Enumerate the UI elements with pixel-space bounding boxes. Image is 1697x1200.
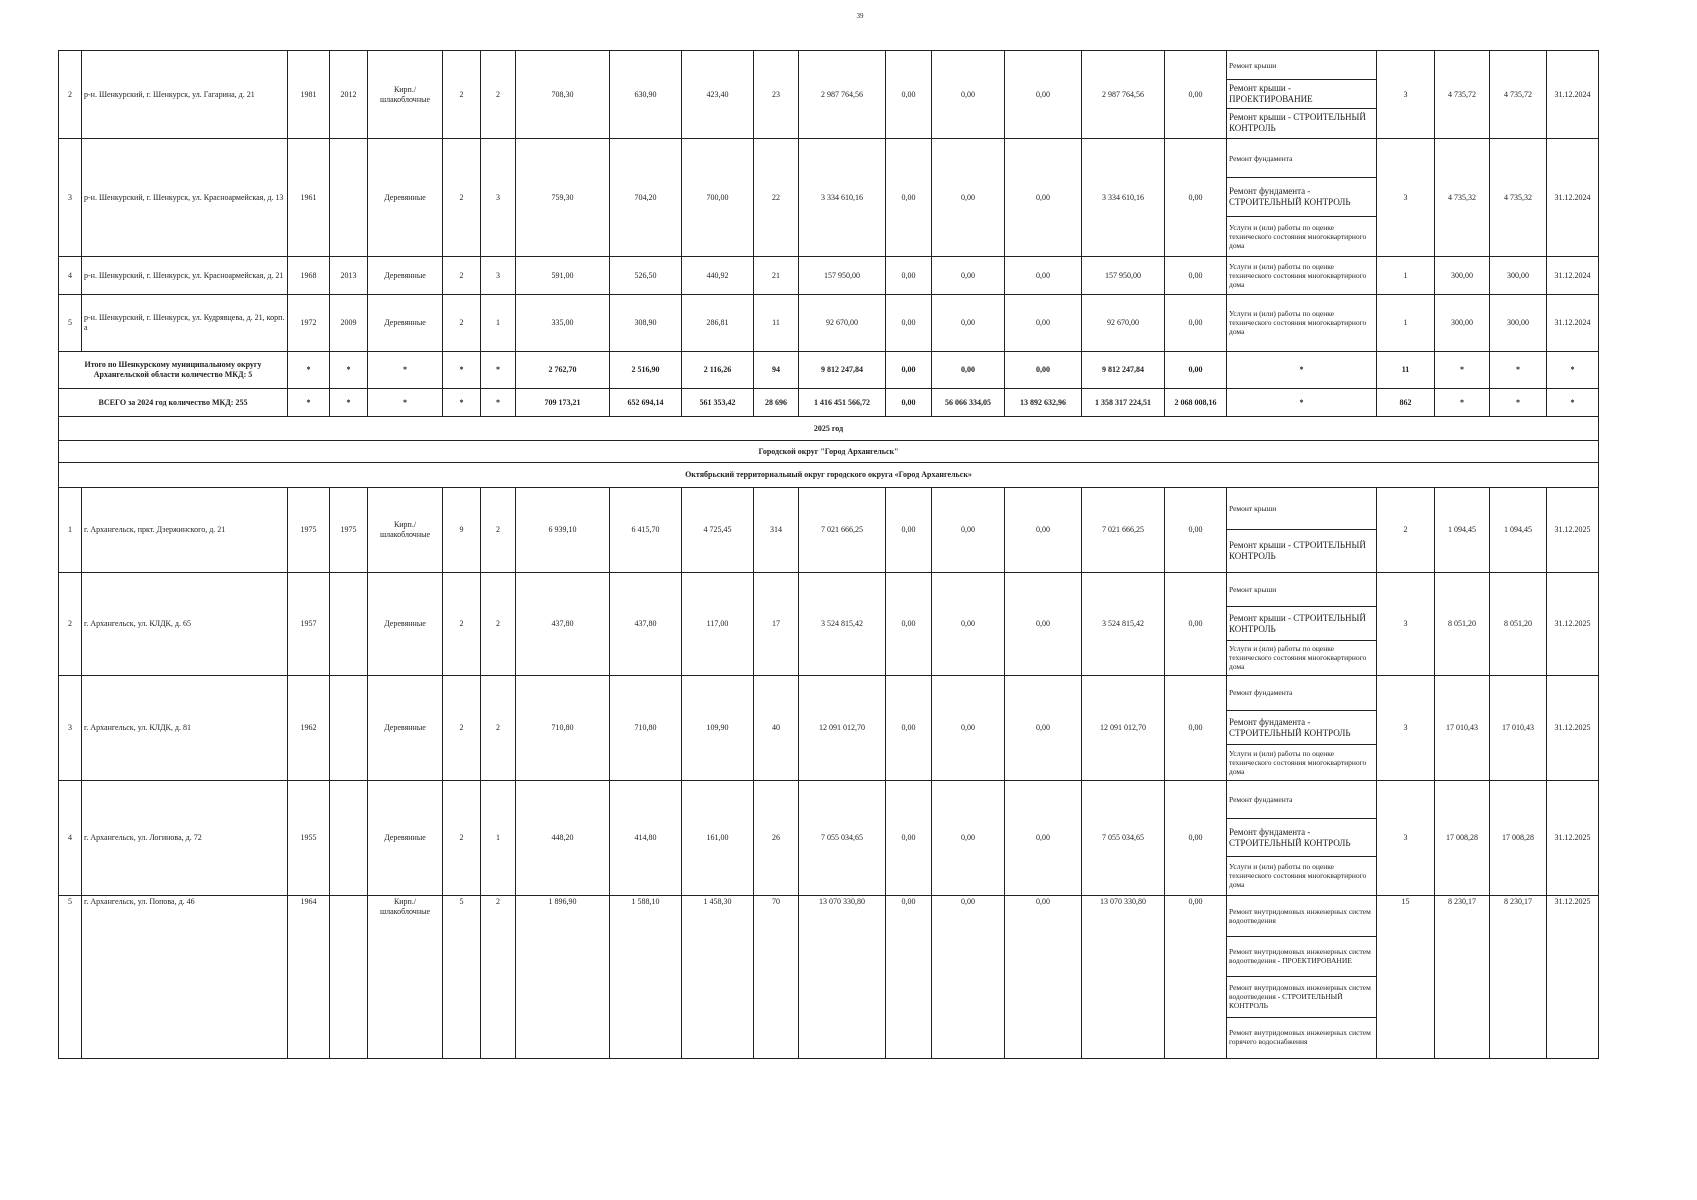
cost-total: 3 524 815,42 bbox=[799, 573, 886, 676]
cost-total: 1 416 451 566,72 bbox=[799, 389, 886, 417]
table-row bbox=[59, 257, 1599, 295]
total-row bbox=[59, 389, 1599, 417]
floors: 9 bbox=[443, 488, 481, 573]
cost-other: 0,00 bbox=[1165, 352, 1227, 389]
wall-material: * bbox=[368, 389, 443, 417]
row-number: 5 bbox=[59, 896, 82, 1059]
entrances: 2 bbox=[481, 573, 516, 676]
entrances: 3 bbox=[481, 139, 516, 257]
work-list bbox=[1227, 139, 1377, 257]
cost-regional: 0,00 bbox=[932, 139, 1005, 257]
cost-total: 12 091 012,70 bbox=[799, 676, 886, 781]
residents: 314 bbox=[754, 488, 799, 573]
max-unit-cost: 8 051,20 bbox=[1490, 573, 1547, 676]
total-area: 1 896,90 bbox=[516, 896, 610, 1059]
work-item: Ремонт фундамента bbox=[1229, 688, 1293, 698]
total-row bbox=[59, 352, 1599, 389]
overhaul-year: 1975 bbox=[330, 488, 368, 573]
unit-cost: 17 010,43 bbox=[1435, 676, 1490, 781]
commission-year: 1957 bbox=[288, 573, 330, 676]
overhaul-year bbox=[330, 781, 368, 896]
address: г. Архангельск, ул. Попова, д. 46 bbox=[82, 896, 288, 1059]
work-list-items bbox=[1227, 51, 1376, 137]
work-item: Ремонт фундамента - СТРОИТЕЛЬНЫЙ КОНТРОЛЬ bbox=[1227, 710, 1376, 745]
wall-material: Деревянные bbox=[368, 573, 443, 676]
cost-regional: 0,00 bbox=[932, 257, 1005, 295]
residents: 40 bbox=[754, 676, 799, 781]
commission-year: * bbox=[288, 352, 330, 389]
cost-federal: 0,00 bbox=[886, 257, 932, 295]
overhaul-year: 2013 bbox=[330, 257, 368, 295]
cost-federal: 0,00 bbox=[886, 781, 932, 896]
commission-year: 1962 bbox=[288, 676, 330, 781]
work-list bbox=[1227, 676, 1377, 781]
completion-date: 31.12.2025 bbox=[1547, 488, 1599, 573]
premises-area: 526,50 bbox=[610, 257, 682, 295]
cost-other: 0,00 bbox=[1165, 139, 1227, 257]
premises-area: 1 588,10 bbox=[610, 896, 682, 1059]
row-number: 2 bbox=[59, 573, 82, 676]
cost-local: 0,00 bbox=[1005, 781, 1082, 896]
address: р-н. Шенкурский, г. Шенкурск, ул. Красноармейская, д. 13 bbox=[82, 139, 288, 257]
cost-total: 92 670,00 bbox=[799, 295, 886, 352]
overhaul-year bbox=[330, 139, 368, 257]
overhaul-year bbox=[330, 573, 368, 676]
commission-year: 1972 bbox=[288, 295, 330, 352]
floors: * bbox=[443, 389, 481, 417]
row-number: 2 bbox=[59, 51, 82, 139]
work-item: Услуги и (или) работы по оценке технического состояния многоквартирного дома bbox=[1227, 216, 1376, 255]
work-list bbox=[1227, 51, 1377, 139]
work-item: Ремонт крыши - СТРОИТЕЛЬНЫЙ КОНТРОЛЬ bbox=[1227, 606, 1376, 640]
wall-material: Деревянные bbox=[368, 676, 443, 781]
unit-cost: 17 008,28 bbox=[1435, 781, 1490, 896]
entrances: 2 bbox=[481, 488, 516, 573]
completion-date: 31.12.2024 bbox=[1547, 295, 1599, 352]
cost-regional: 0,00 bbox=[932, 781, 1005, 896]
floors: 2 bbox=[443, 139, 481, 257]
premises-area: 308,90 bbox=[610, 295, 682, 352]
cost-other: 0,00 bbox=[1165, 781, 1227, 896]
section-heading-row bbox=[59, 441, 1599, 463]
address: г. Архангельск, ул. КЛДК, д. 81 bbox=[82, 676, 288, 781]
max-unit-cost: 17 010,43 bbox=[1490, 676, 1547, 781]
work-item: Ремонт крыши - СТРОИТЕЛЬНЫЙ КОНТРОЛЬ bbox=[1227, 529, 1376, 571]
work-list-items bbox=[1227, 139, 1376, 255]
work-item: Ремонт фундамента bbox=[1229, 153, 1293, 163]
cost-owners: 7 021 666,25 bbox=[1082, 488, 1165, 573]
cost-local: 0,00 bbox=[1005, 295, 1082, 352]
residential-area: 2 116,26 bbox=[682, 352, 754, 389]
cost-regional: 0,00 bbox=[932, 352, 1005, 389]
row-number: 3 bbox=[59, 676, 82, 781]
work-item: Ремонт внутридомовых инженерных систем горячего водоснабжения bbox=[1227, 1017, 1376, 1058]
total-area: 710,80 bbox=[516, 676, 610, 781]
overhaul-year bbox=[330, 896, 368, 1059]
work-list-items bbox=[1227, 295, 1376, 350]
cost-local: 0,00 bbox=[1005, 139, 1082, 257]
entrances: * bbox=[481, 389, 516, 417]
unit-cost: * bbox=[1435, 352, 1490, 389]
cost-federal: 0,00 bbox=[886, 676, 932, 781]
residential-area: 561 353,42 bbox=[682, 389, 754, 417]
residents: 94 bbox=[754, 352, 799, 389]
cost-owners: 7 055 034,65 bbox=[1082, 781, 1165, 896]
table-row bbox=[59, 488, 1599, 573]
total-area: 6 939,10 bbox=[516, 488, 610, 573]
entrances: 3 bbox=[481, 257, 516, 295]
work-count: 3 bbox=[1377, 51, 1435, 139]
premises-area: 2 516,90 bbox=[610, 352, 682, 389]
wall-material: Кирп./ шлакоблочные bbox=[368, 51, 443, 139]
residential-area: 117,00 bbox=[682, 573, 754, 676]
cost-federal: 0,00 bbox=[886, 389, 932, 417]
work-list bbox=[1227, 488, 1377, 573]
cost-federal: 0,00 bbox=[886, 139, 932, 257]
cost-total: 157 950,00 bbox=[799, 257, 886, 295]
cost-owners: 3 334 610,16 bbox=[1082, 139, 1165, 257]
max-unit-cost: 4 735,32 bbox=[1490, 139, 1547, 257]
overhaul-year: * bbox=[330, 389, 368, 417]
premises-area: 630,90 bbox=[610, 51, 682, 139]
cost-other: 2 068 008,16 bbox=[1165, 389, 1227, 417]
entrances: 2 bbox=[481, 896, 516, 1059]
cost-total: 13 070 330,80 bbox=[799, 896, 886, 1059]
cost-federal: 0,00 bbox=[886, 488, 932, 573]
wall-material: Деревянные bbox=[368, 781, 443, 896]
wall-material: Кирп./ шлакоблочные bbox=[368, 488, 443, 573]
completion-date: 31.12.2024 bbox=[1547, 51, 1599, 139]
table-row bbox=[59, 139, 1599, 257]
premises-area: 710,80 bbox=[610, 676, 682, 781]
cost-regional: 0,00 bbox=[932, 488, 1005, 573]
residential-area: 1 458,30 bbox=[682, 896, 754, 1059]
work-item: Услуги и (или) работы по оценке технического состояния многоквартирного дома bbox=[1227, 640, 1376, 674]
floors: 2 bbox=[443, 676, 481, 781]
work-item: Ремонт крыши - ПРОЕКТИРОВАНИЕ bbox=[1227, 79, 1376, 108]
total-area: 759,30 bbox=[516, 139, 610, 257]
unit-cost: * bbox=[1435, 389, 1490, 417]
work-list bbox=[1227, 781, 1377, 896]
cost-total: 7 021 666,25 bbox=[799, 488, 886, 573]
max-unit-cost: 17 008,28 bbox=[1490, 781, 1547, 896]
cost-regional: 0,00 bbox=[932, 295, 1005, 352]
residential-area: 4 725,45 bbox=[682, 488, 754, 573]
wall-material: Деревянные bbox=[368, 257, 443, 295]
floors: * bbox=[443, 352, 481, 389]
cost-other: 0,00 bbox=[1165, 573, 1227, 676]
floors: 2 bbox=[443, 781, 481, 896]
total-label: Итого по Шенкурскому муниципальному округу Архангельской области количество МКД: 5 bbox=[59, 352, 288, 389]
cost-owners: 13 070 330,80 bbox=[1082, 896, 1165, 1059]
commission-year: 1981 bbox=[288, 51, 330, 139]
commission-year: 1964 bbox=[288, 896, 330, 1059]
capital-repair-table bbox=[58, 50, 1599, 1059]
work-list-items bbox=[1227, 896, 1376, 1057]
row-number: 1 bbox=[59, 488, 82, 573]
cost-local: 0,00 bbox=[1005, 573, 1082, 676]
floors: 2 bbox=[443, 51, 481, 139]
cost-other: 0,00 bbox=[1165, 896, 1227, 1059]
overhaul-year bbox=[330, 676, 368, 781]
cost-other: 0,00 bbox=[1165, 488, 1227, 573]
unit-cost: 4 735,72 bbox=[1435, 51, 1490, 139]
residential-area: 423,40 bbox=[682, 51, 754, 139]
address: г. Архангельск, ул. КЛДК, д. 65 bbox=[82, 573, 288, 676]
commission-year: 1975 bbox=[288, 488, 330, 573]
residents: 17 bbox=[754, 573, 799, 676]
section-heading-row bbox=[59, 417, 1599, 441]
wall-material: Деревянные bbox=[368, 295, 443, 352]
work-item: Ремонт внутридомовых инженерных систем водоотведения bbox=[1229, 906, 1371, 925]
table-row bbox=[59, 573, 1599, 676]
work-list-items bbox=[1227, 488, 1376, 571]
work-type: * bbox=[1227, 389, 1377, 417]
cost-regional: 0,00 bbox=[932, 676, 1005, 781]
total-area: 708,30 bbox=[516, 51, 610, 139]
floors: 2 bbox=[443, 257, 481, 295]
residents: 21 bbox=[754, 257, 799, 295]
cost-total: 7 055 034,65 bbox=[799, 781, 886, 896]
work-item: Ремонт крыши bbox=[1229, 60, 1277, 70]
commission-year: 1961 bbox=[288, 139, 330, 257]
table-row bbox=[59, 676, 1599, 781]
entrances: * bbox=[481, 352, 516, 389]
work-list-items bbox=[1227, 573, 1376, 674]
cost-local: 0,00 bbox=[1005, 896, 1082, 1059]
address: г. Архангельск, пркт. Дзержинского, д. 21 bbox=[82, 488, 288, 573]
cost-local: 0,00 bbox=[1005, 488, 1082, 573]
cost-local: 0,00 bbox=[1005, 352, 1082, 389]
address: р-н. Шенкурский, г. Шенкурск, ул. Красноармейская, д. 21 bbox=[82, 257, 288, 295]
total-area: 709 173,21 bbox=[516, 389, 610, 417]
unit-cost: 8 230,17 bbox=[1435, 896, 1490, 1059]
cost-total: 9 812 247,84 bbox=[799, 352, 886, 389]
cost-regional: 0,00 bbox=[932, 896, 1005, 1059]
work-item: Ремонт крыши - СТРОИТЕЛЬНЫЙ КОНТРОЛЬ bbox=[1227, 108, 1376, 137]
address: г. Архангельск, ул. Логинова, д. 72 bbox=[82, 781, 288, 896]
table-row bbox=[59, 781, 1599, 896]
work-list-items bbox=[1227, 676, 1376, 779]
wall-material: Кирп./ шлакоблочные bbox=[368, 896, 443, 1059]
total-area: 335,00 bbox=[516, 295, 610, 352]
floors: 2 bbox=[443, 295, 481, 352]
cost-federal: 0,00 bbox=[886, 896, 932, 1059]
completion-date: 31.12.2024 bbox=[1547, 139, 1599, 257]
work-count: 1 bbox=[1377, 257, 1435, 295]
floors: 5 bbox=[443, 896, 481, 1059]
cost-other: 0,00 bbox=[1165, 51, 1227, 139]
unit-cost: 300,00 bbox=[1435, 295, 1490, 352]
cost-regional: 0,00 bbox=[932, 51, 1005, 139]
section-heading: 2025 год bbox=[59, 417, 1599, 441]
cost-other: 0,00 bbox=[1165, 295, 1227, 352]
commission-year: 1955 bbox=[288, 781, 330, 896]
completion-date: 31.12.2025 bbox=[1547, 676, 1599, 781]
max-unit-cost: 1 094,45 bbox=[1490, 488, 1547, 573]
residential-area: 440,92 bbox=[682, 257, 754, 295]
work-list bbox=[1227, 295, 1377, 352]
cost-total: 2 987 764,56 bbox=[799, 51, 886, 139]
work-item: Услуги и (или) работы по оценке технического состояния многоквартирного дома bbox=[1229, 261, 1367, 289]
premises-area: 437,80 bbox=[610, 573, 682, 676]
work-list bbox=[1227, 896, 1377, 1059]
commission-year: * bbox=[288, 389, 330, 417]
work-count: 3 bbox=[1377, 573, 1435, 676]
residential-area: 286,81 bbox=[682, 295, 754, 352]
cost-federal: 0,00 bbox=[886, 295, 932, 352]
cost-regional: 56 066 334,05 bbox=[932, 389, 1005, 417]
row-number: 4 bbox=[59, 257, 82, 295]
residents: 28 696 bbox=[754, 389, 799, 417]
unit-cost: 1 094,45 bbox=[1435, 488, 1490, 573]
work-item: Ремонт внутридомовых инженерных систем водоотведения - СТРОИТЕЛЬНЫЙ КОНТРОЛЬ bbox=[1227, 976, 1376, 1017]
work-item: Услуги и (или) работы по оценке технического состояния многоквартирного дома bbox=[1229, 309, 1367, 336]
total-area: 2 762,70 bbox=[516, 352, 610, 389]
work-list-items bbox=[1227, 781, 1376, 894]
total-area: 437,80 bbox=[516, 573, 610, 676]
completion-date: 31.12.2025 bbox=[1547, 781, 1599, 896]
work-count: 2 bbox=[1377, 488, 1435, 573]
cost-owners: 9 812 247,84 bbox=[1082, 352, 1165, 389]
work-item: Ремонт внутридомовых инженерных систем водоотведения - ПРОЕКТИРОВАНИЕ bbox=[1227, 936, 1376, 977]
row-number: 5 bbox=[59, 295, 82, 352]
max-unit-cost: 300,00 bbox=[1490, 257, 1547, 295]
completion-date: * bbox=[1547, 389, 1599, 417]
section-heading: Октябрьский территориальный округ городского округа «Город Архангельск» bbox=[59, 463, 1599, 488]
premises-area: 704,20 bbox=[610, 139, 682, 257]
work-count: 3 bbox=[1377, 139, 1435, 257]
work-item: Ремонт фундамента bbox=[1229, 795, 1293, 804]
max-unit-cost: * bbox=[1490, 389, 1547, 417]
work-count: 3 bbox=[1377, 676, 1435, 781]
floors: 2 bbox=[443, 573, 481, 676]
completion-date: 31.12.2025 bbox=[1547, 573, 1599, 676]
table-body bbox=[59, 51, 1599, 1059]
cost-regional: 0,00 bbox=[932, 573, 1005, 676]
residents: 70 bbox=[754, 896, 799, 1059]
cost-owners: 3 524 815,42 bbox=[1082, 573, 1165, 676]
premises-area: 6 415,70 bbox=[610, 488, 682, 573]
total-area: 448,20 bbox=[516, 781, 610, 896]
cost-local: 13 892 632,96 bbox=[1005, 389, 1082, 417]
max-unit-cost: 4 735,72 bbox=[1490, 51, 1547, 139]
address: р-н. Шенкурский, г. Шенкурск, ул. Гагарина, д. 21 bbox=[82, 51, 288, 139]
work-count: 1 bbox=[1377, 295, 1435, 352]
work-list bbox=[1227, 573, 1377, 676]
cost-federal: 0,00 bbox=[886, 51, 932, 139]
residential-area: 109,90 bbox=[682, 676, 754, 781]
cost-federal: 0,00 bbox=[886, 352, 932, 389]
completion-date: * bbox=[1547, 352, 1599, 389]
cost-owners: 1 358 317 224,51 bbox=[1082, 389, 1165, 417]
work-item: Услуги и (или) работы по оценке технического состояния многоквартирного дома bbox=[1227, 856, 1376, 894]
table-row bbox=[59, 51, 1599, 139]
entrances: 2 bbox=[481, 51, 516, 139]
work-item: Ремонт крыши bbox=[1229, 585, 1277, 594]
residential-area: 700,00 bbox=[682, 139, 754, 257]
max-unit-cost: 300,00 bbox=[1490, 295, 1547, 352]
work-item: Ремонт фундамента - СТРОИТЕЛЬНЫЙ КОНТРОЛЬ bbox=[1227, 818, 1376, 856]
cost-owners: 157 950,00 bbox=[1082, 257, 1165, 295]
table-row bbox=[59, 896, 1599, 1059]
cost-owners: 2 987 764,56 bbox=[1082, 51, 1165, 139]
cost-other: 0,00 bbox=[1165, 257, 1227, 295]
work-list bbox=[1227, 257, 1377, 295]
cost-total: 3 334 610,16 bbox=[799, 139, 886, 257]
cost-other: 0,00 bbox=[1165, 676, 1227, 781]
max-unit-cost: * bbox=[1490, 352, 1547, 389]
unit-cost: 300,00 bbox=[1435, 257, 1490, 295]
work-item: Ремонт фундамента - СТРОИТЕЛЬНЫЙ КОНТРОЛЬ bbox=[1227, 177, 1376, 216]
work-count: 3 bbox=[1377, 781, 1435, 896]
residents: 26 bbox=[754, 781, 799, 896]
section-heading: Городской округ "Город Архангельск" bbox=[59, 441, 1599, 463]
premises-area: 652 694,14 bbox=[610, 389, 682, 417]
wall-material: * bbox=[368, 352, 443, 389]
work-count: 15 bbox=[1377, 896, 1435, 1059]
residential-area: 161,00 bbox=[682, 781, 754, 896]
cost-local: 0,00 bbox=[1005, 257, 1082, 295]
work-type: * bbox=[1227, 352, 1377, 389]
address: р-н. Шенкурский, г. Шенкурск, ул. Кудрявцева, д. 21, корп. а bbox=[82, 295, 288, 352]
section-heading-row bbox=[59, 463, 1599, 488]
max-unit-cost: 8 230,17 bbox=[1490, 896, 1547, 1059]
page-number: 39 bbox=[856, 12, 864, 20]
cost-owners: 12 091 012,70 bbox=[1082, 676, 1165, 781]
cost-owners: 92 670,00 bbox=[1082, 295, 1165, 352]
premises-area: 414,80 bbox=[610, 781, 682, 896]
entrances: 1 bbox=[481, 781, 516, 896]
completion-date: 31.12.2024 bbox=[1547, 257, 1599, 295]
wall-material: Деревянные bbox=[368, 139, 443, 257]
total-label: ВСЕГО за 2024 год количество МКД: 255 bbox=[59, 389, 288, 417]
work-count: 862 bbox=[1377, 389, 1435, 417]
cost-local: 0,00 bbox=[1005, 676, 1082, 781]
overhaul-year: 2009 bbox=[330, 295, 368, 352]
work-item: Услуги и (или) работы по оценке технического состояния многоквартирного дома bbox=[1227, 744, 1376, 779]
table-row bbox=[59, 295, 1599, 352]
cost-federal: 0,00 bbox=[886, 573, 932, 676]
commission-year: 1968 bbox=[288, 257, 330, 295]
unit-cost: 4 735,32 bbox=[1435, 139, 1490, 257]
entrances: 1 bbox=[481, 295, 516, 352]
work-count: 11 bbox=[1377, 352, 1435, 389]
row-number: 4 bbox=[59, 781, 82, 896]
overhaul-year: 2012 bbox=[330, 51, 368, 139]
residents: 23 bbox=[754, 51, 799, 139]
cost-local: 0,00 bbox=[1005, 51, 1082, 139]
work-item: Ремонт крыши bbox=[1229, 504, 1277, 513]
entrances: 2 bbox=[481, 676, 516, 781]
row-number: 3 bbox=[59, 139, 82, 257]
total-area: 591,00 bbox=[516, 257, 610, 295]
completion-date: 31.12.2025 bbox=[1547, 896, 1599, 1059]
unit-cost: 8 051,20 bbox=[1435, 573, 1490, 676]
residents: 11 bbox=[754, 295, 799, 352]
residents: 22 bbox=[754, 139, 799, 257]
work-list-items bbox=[1227, 257, 1376, 293]
overhaul-year: * bbox=[330, 352, 368, 389]
